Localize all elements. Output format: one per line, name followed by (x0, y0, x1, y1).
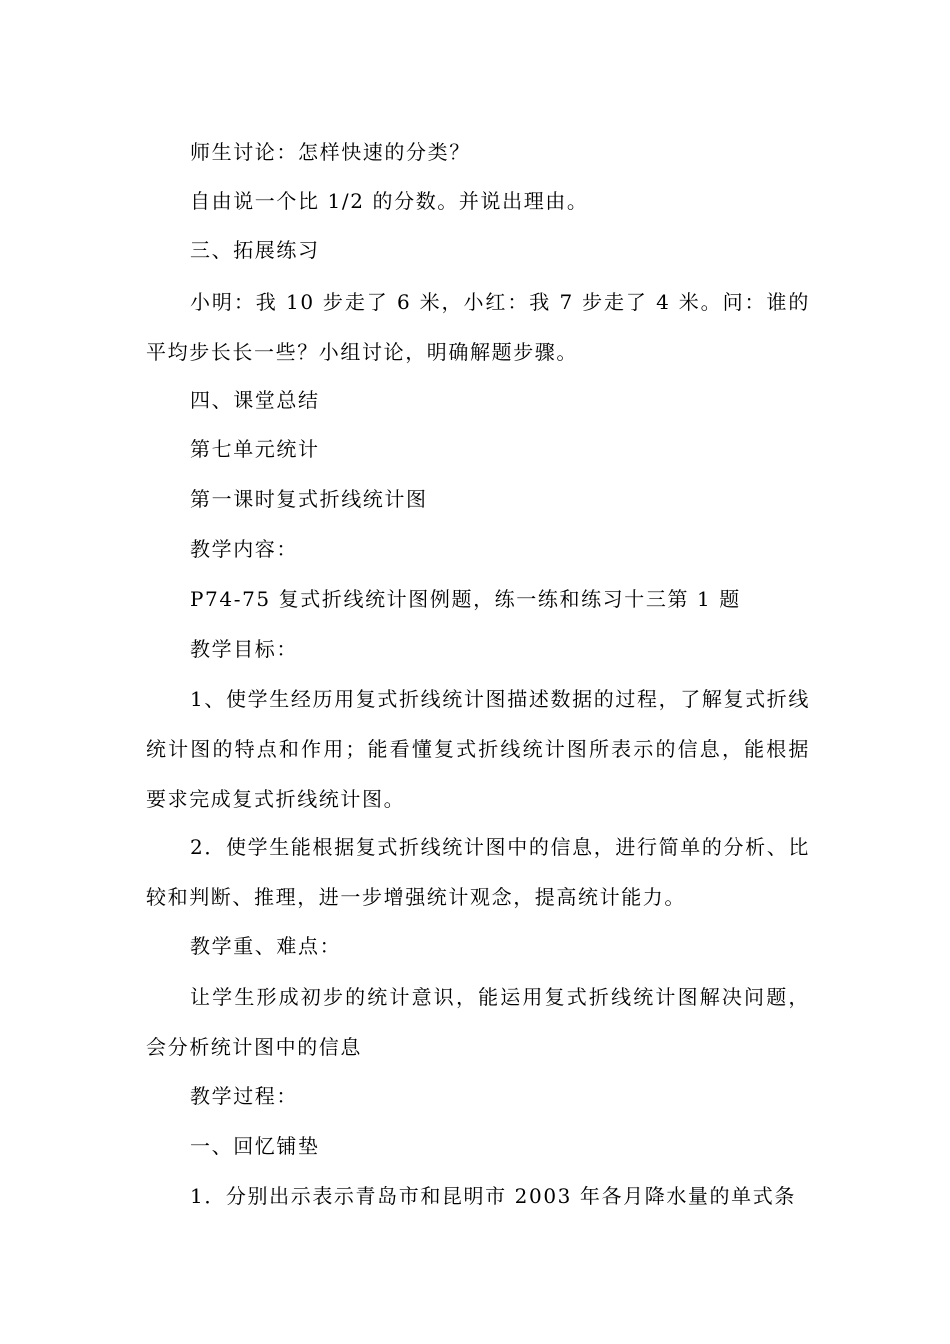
label-teaching-content: 教学内容： (190, 537, 298, 561)
paragraph-step-problem: 小明：我 10 步走了 6 米，小红：我 7 步走了 4 米。问：谁的平均步长长一些？小组讨论，明确解题步骤。 (146, 290, 810, 364)
heading-class-summary: 四、课堂总结 (190, 388, 320, 412)
paragraph-goal-two: 2．使学生能根据复式折线统计图中的信息，进行简单的分析、比较和判断、推理，进一步增强统计观念，提高统计能力。 (146, 835, 810, 909)
label-key-points: 教学重、难点： (190, 934, 342, 958)
heading-lesson-one: 第一课时复式折线统计图 (190, 487, 428, 511)
paragraph-discussion: 师生讨论：怎样快速的分类？ (190, 140, 471, 164)
heading-review: 一、回忆铺垫 (190, 1134, 320, 1158)
paragraph-review-step-one: 1．分别出示表示青岛市和昆明市 2003 年各月降水量的单式条 (190, 1184, 796, 1208)
label-teaching-goals: 教学目标： (190, 637, 298, 661)
paragraph-teaching-content: P74-75 复式折线统计图例题，练一练和练习十三第 1 题 (190, 587, 741, 611)
label-teaching-process: 教学过程： (190, 1084, 298, 1108)
heading-extension-practice: 三、拓展练习 (190, 238, 320, 262)
paragraph-fraction: 自由说一个比 1/2 的分数。并说出理由。 (190, 189, 589, 213)
heading-unit-statistics: 第七单元统计 (190, 437, 320, 461)
paragraph-key-points: 让学生形成初步的统计意识，能运用复式折线统计图解决问题，会分析统计图中的信息 (146, 985, 810, 1059)
paragraph-goal-one: 1、使学生经历用复式折线统计图描述数据的过程，了解复式折线统计图的特点和作用；能看懂复式折线统计图所表示的信息，能根据要求完成复式折线统计图。 (146, 687, 810, 811)
